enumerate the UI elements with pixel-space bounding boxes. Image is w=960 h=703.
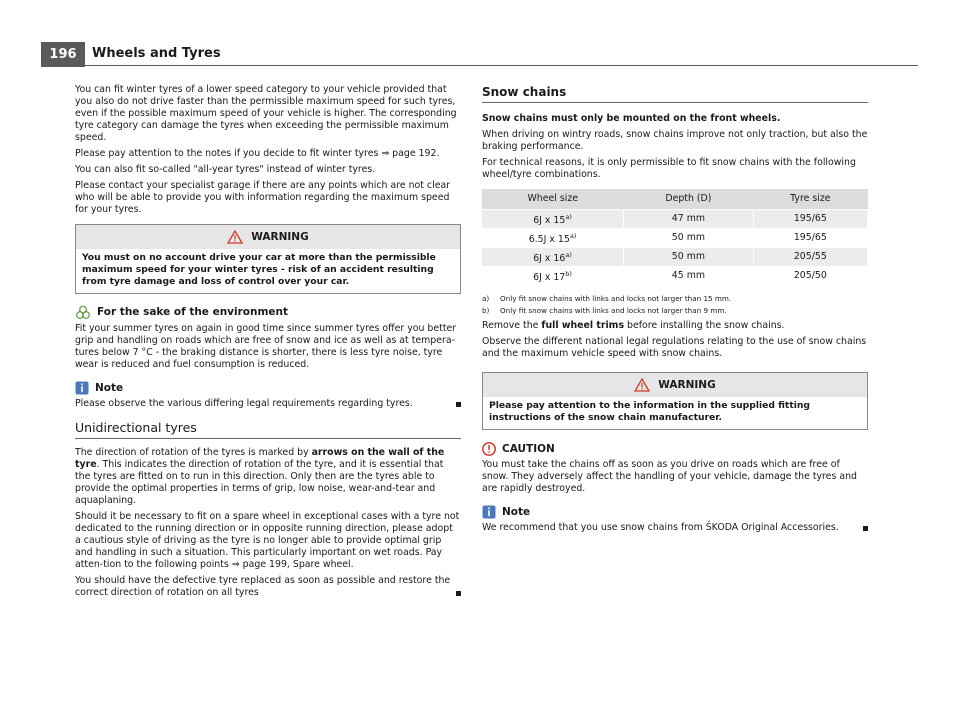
table-row <box>482 248 868 267</box>
environment-icon <box>75 304 91 320</box>
paragraph: When driving on wintry roads, snow chains improve not only traction, but also the braking performance. <box>482 129 868 152</box>
page-number: 196 <box>41 42 85 67</box>
table-cell: 6.5J x 15$^{a)}$ <box>482 229 624 248</box>
note-text: Please observe the various differing legal requirements regarding tyres. <box>75 398 461 410</box>
end-marker <box>863 526 868 531</box>
left-column <box>75 84 461 603</box>
note-title: Note <box>95 382 124 394</box>
environment-title: For the sake of the environment <box>97 306 289 318</box>
table-cell: 6J x 16$^{a)}$ <box>482 248 624 267</box>
paragraph: You can also fit so-called "all-year tyres" instead of winter tyres. <box>75 164 376 175</box>
table-header: Tyre size <box>753 189 867 210</box>
caution-icon <box>482 442 496 456</box>
paragraph: The direction of rotation of the tyres is marked by arrows on the wall of the tyre. This indicates the direction of rotation of the tyre, and it is essential that the tyres are fitted on to run in this direction. Only then are the tyres able to provide the optimal properties in terms of grip, low noise, wear-and-tear and aquaplaning. <box>75 447 445 506</box>
paragraph: Remove the full wheel trims before installing the snow chains. <box>482 319 785 331</box>
warning-text: You must on no account drive your car at more than the permissible maximum speed for your winter tyres - risk of an accident resulting from tyre damage and loss of control over your car. <box>82 252 436 287</box>
warning-header <box>76 225 460 249</box>
table-cell: 205/50 <box>753 267 867 286</box>
note-icon <box>482 505 496 519</box>
warning-text: Please pay attention to the information in the supplied fitting instructions of the snow chain manufacturer. <box>489 399 810 423</box>
table-row <box>482 229 868 248</box>
intro-bold: Snow chains must only be mounted on the front wheels. <box>482 113 781 124</box>
table-header-row <box>482 189 868 210</box>
note-heading <box>482 505 868 519</box>
table-cell: 6J x 17$^{b)}$ <box>482 267 624 286</box>
environment-heading <box>75 304 461 320</box>
warning-title: WARNING <box>251 231 309 243</box>
paragraph: Please pay attention to the notes if you decide to fit winter tyres ⇒ page 192. <box>75 148 440 159</box>
section-title-unidirectional: Unidirectional tyres <box>75 422 461 439</box>
note-icon <box>75 381 89 395</box>
table-cell: 50 mm <box>624 248 754 267</box>
right-column <box>482 84 868 538</box>
paragraph: Please contact your specialist garage if there are any points which are not clear who will be able to provide you with information regarding the maximum speed for your tyres. <box>75 180 451 215</box>
page-title: Wheels and Tyres <box>92 46 221 61</box>
table-cell: 45 mm <box>624 267 754 286</box>
section-title-snow-chains: Snow chains <box>482 86 868 103</box>
warning-icon <box>634 378 650 392</box>
warning-icon <box>227 230 243 244</box>
warning-box <box>75 224 461 294</box>
paragraph: Observe the different national legal regulations relating to the use of snow chains and the maximum vehicle speed with snow chains. <box>482 335 867 359</box>
tyre-table <box>482 189 868 287</box>
table-cell: 195/65 <box>753 229 867 248</box>
footnote: b) Only fit snow chains with links and locks not larger than 9 mm. <box>482 305 727 315</box>
header-rule <box>85 65 918 66</box>
table-header: Wheel size <box>482 189 624 210</box>
caution-text: You must take the chains off as soon as you drive on roads which are free of snow. They adversely affect the handling of your vehicle, damage the tyres and are rapidly destroyed. <box>482 458 857 494</box>
end-marker <box>456 402 461 407</box>
warning-title: WARNING <box>658 378 716 391</box>
table-cell: 195/65 <box>753 210 867 229</box>
warning-header <box>483 373 867 397</box>
table-row <box>482 210 868 229</box>
note-heading <box>75 381 461 395</box>
table-cell: 50 mm <box>624 229 754 248</box>
table-cell: 205/55 <box>753 248 867 267</box>
warning-box <box>482 372 868 430</box>
footnote: a) Only fit snow chains with links and locks not larger than 15 mm. <box>482 293 732 303</box>
caution-heading <box>482 442 868 456</box>
note-title: Note <box>502 505 531 518</box>
end-marker <box>456 591 461 596</box>
table-row <box>482 267 868 286</box>
table-cell: 47 mm <box>624 210 754 229</box>
paragraph: You can fit winter tyres of a lower speed category to your vehicle provided that you also do not drive faster than the permissible maximum speed for such tyres, even if the possible maximum speed of your vehicle is higher. The corresponding tyre category can damage the tyres when exceeding the permissible maximum speed. <box>75 84 457 143</box>
paragraph: You should have the defective tyre replaced as soon as possible and restore the correct direction of rotation on all tyres <box>75 575 461 599</box>
table-header: Depth (D) <box>624 189 754 210</box>
paragraph: Should it be necessary to fit on a spare wheel in exceptional cases with a tyre not dedicated to the running direction or in opposite running direction, please adopt a cautious style of driving as the tyre is no longer able to provide optimal grip and handling in such a situation. This particularly important on wet roads. Pay atten-tion to the following points ⇒ page 199, Spare wheel. <box>75 511 460 570</box>
table-cell: 6J x 15$^{a)}$ <box>482 210 624 229</box>
note-text: We recommend that you use snow chains from ŠKODA Original Accessories. <box>482 522 868 534</box>
caution-title: CAUTION <box>502 442 555 455</box>
footnotes <box>482 294 868 316</box>
environment-text: Fit your summer tyres on again in good time since summer tyres offer you better grip and handling on roads which are free of snow and ice as well as at tempera-tures below 7 °C - the braking distance is shorter, there is less tyre noise, tyre wear is reduced and fuel consumption is reduced. <box>75 323 457 370</box>
paragraph: For technical reasons, it is only permissible to fit snow chains with the following wheel/tyre combinations. <box>482 157 856 180</box>
page-header <box>0 0 960 70</box>
